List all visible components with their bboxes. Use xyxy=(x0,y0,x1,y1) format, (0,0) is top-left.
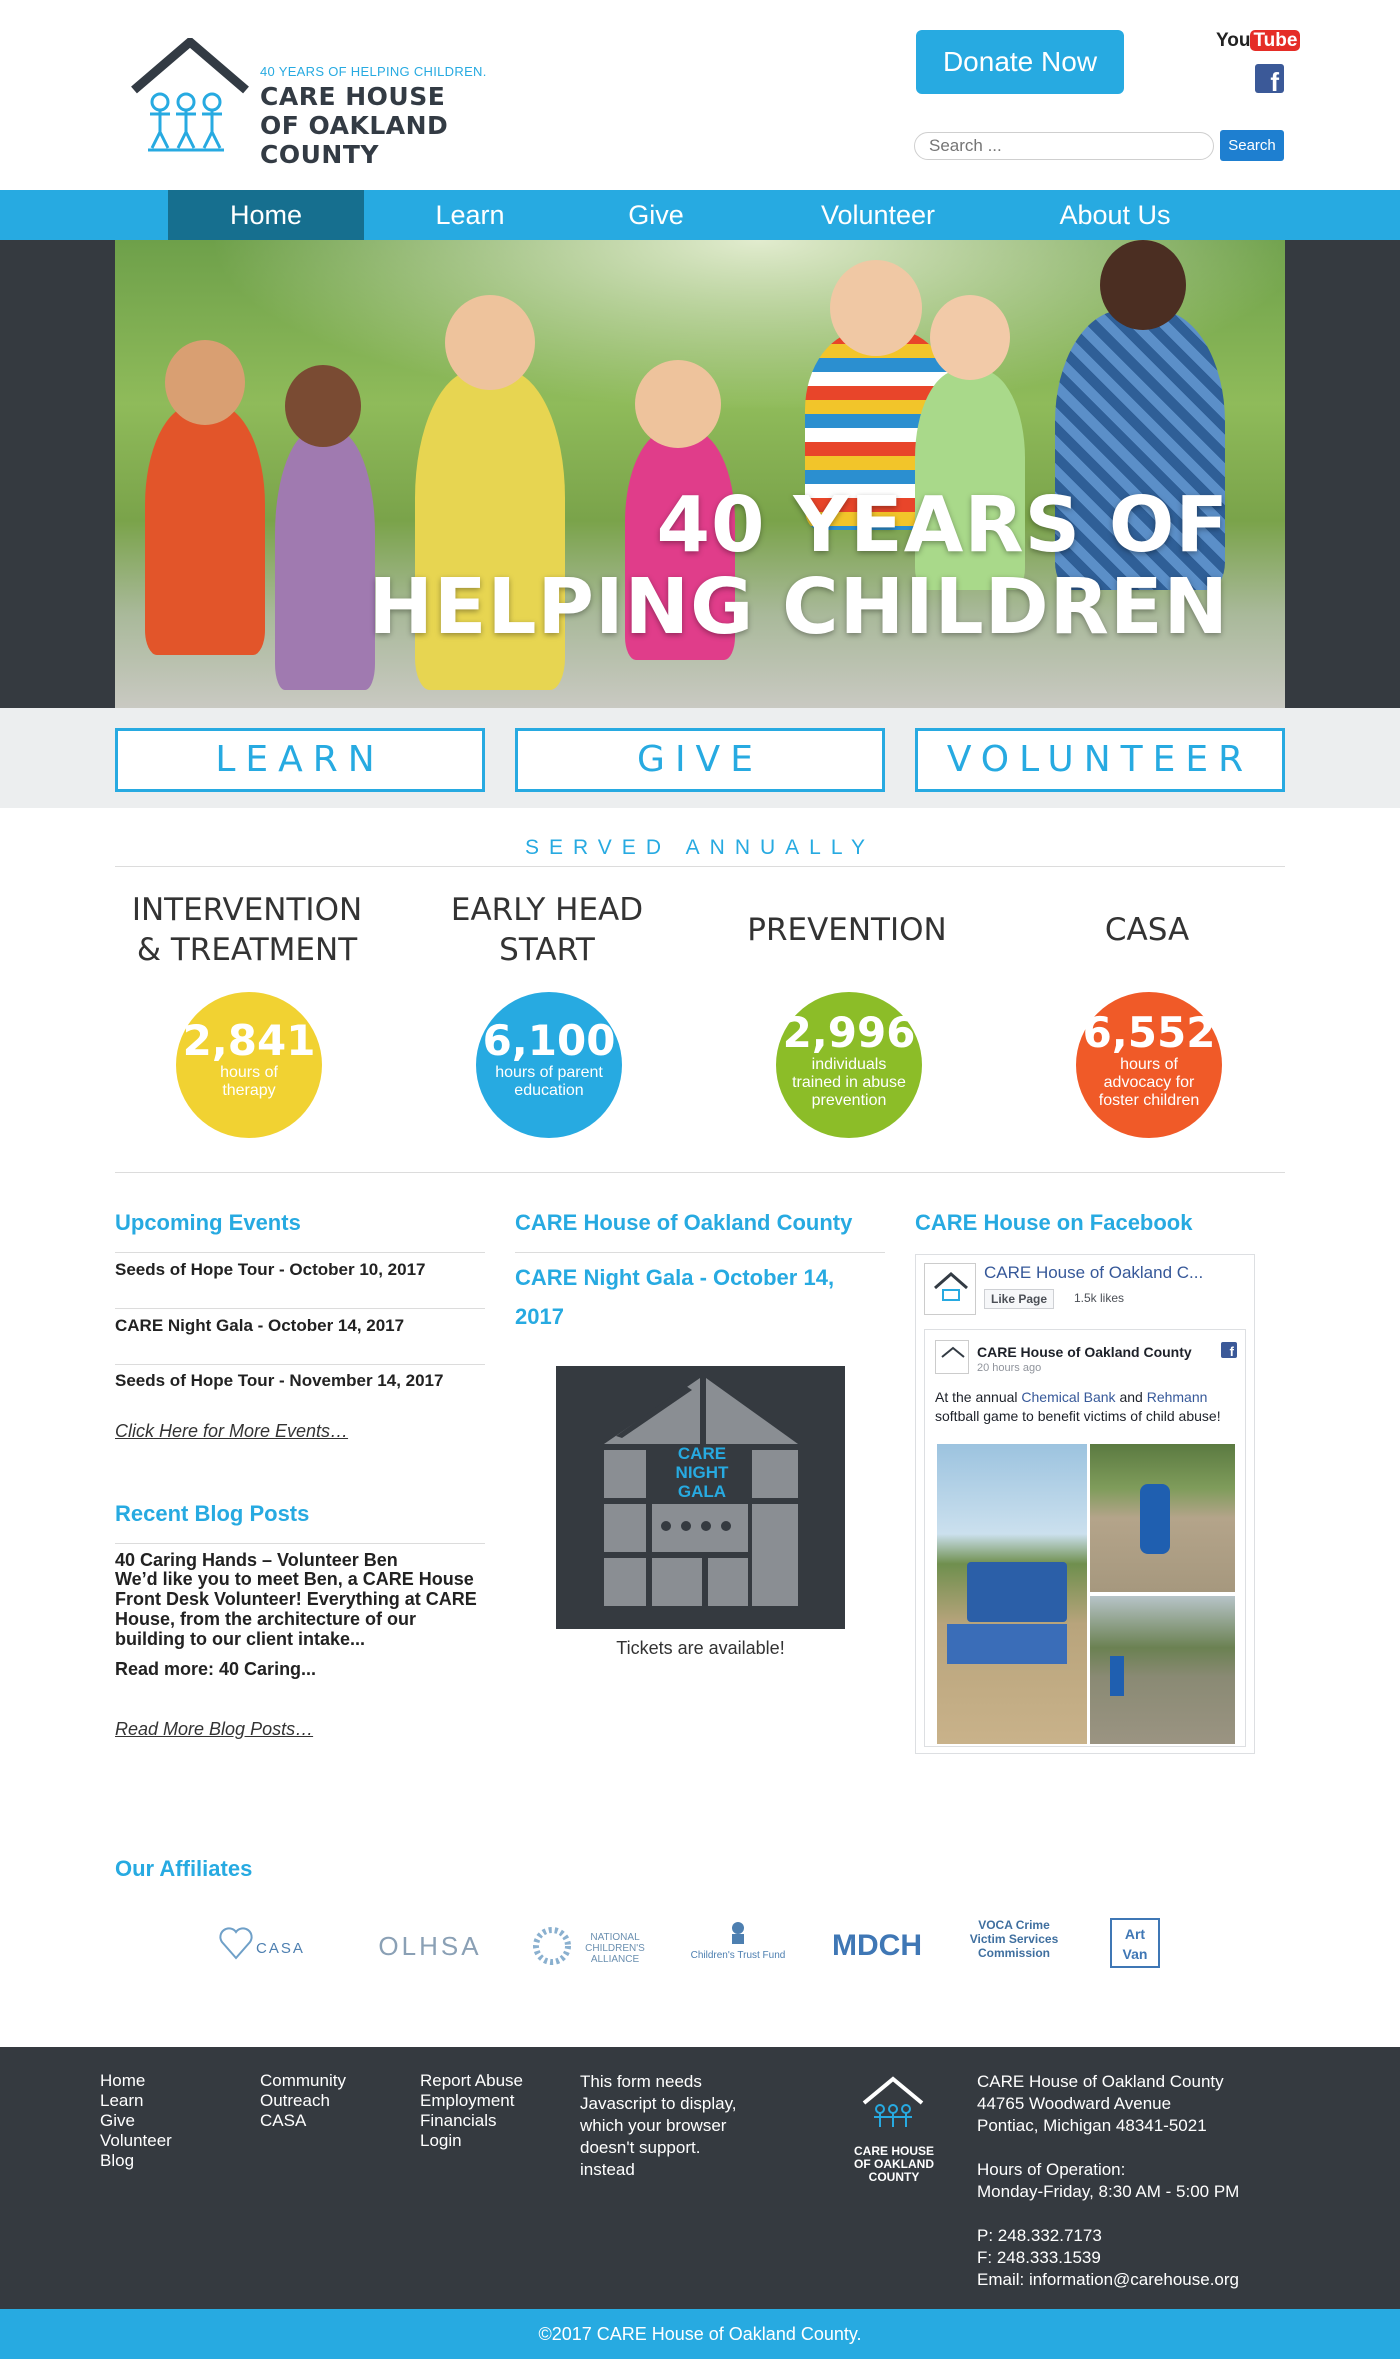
facebook-icon[interactable]: f xyxy=(1221,1342,1237,1358)
give-button[interactable]: GIVE xyxy=(515,728,885,792)
affiliate-casa-logo[interactable] xyxy=(212,1918,334,1974)
footer-form-notice: This form needs Javascript to display, which your browser doesn't support. instead xyxy=(580,2072,737,2179)
facebook-like-button[interactable]: Like Page xyxy=(984,1289,1054,1309)
gala-caption: Tickets are available! xyxy=(616,1638,785,1658)
footer-logo[interactable] xyxy=(846,2075,942,2205)
stat-desc: hours of parent education xyxy=(495,1064,603,1099)
nav-item-learn[interactable]: Learn xyxy=(435,200,505,230)
footer-fax: F: 248.333.1539 xyxy=(977,2248,1101,2267)
ctf-icon xyxy=(723,1920,753,1946)
facebook-heading: CARE House on Facebook xyxy=(915,1210,1193,1235)
affiliates-heading: Our Affiliates xyxy=(115,1856,253,1881)
hero-child-head xyxy=(165,340,245,425)
footer-links-3 xyxy=(420,2071,523,2151)
footer-link-give[interactable]: Give xyxy=(100,2111,135,2130)
hero-child-head xyxy=(445,295,535,390)
affiliate-nca-logo[interactable] xyxy=(530,1918,654,1974)
stat-desc: hours of advocacy for foster children xyxy=(1098,1056,1200,1109)
footer-address-line: CARE House of Oakland County xyxy=(977,2072,1224,2091)
house-mini-icon xyxy=(936,1341,970,1375)
facebook-page-name[interactable]: CARE House of Oakland C... xyxy=(984,1263,1204,1282)
footer-link-volunteer[interactable]: Volunteer xyxy=(100,2131,172,2150)
stat-circle-intervention xyxy=(176,992,322,1138)
stat-title-early-head-start: EARLY HEAD START xyxy=(450,892,644,968)
hero-title: 40 YEARS OF HELPING CHILDREN xyxy=(368,481,1229,652)
facebook-post-time: 20 hours ago xyxy=(977,1362,1042,1374)
stat-title-intervention: INTERVENTION & TREATMENT xyxy=(131,892,363,968)
hero-child-head xyxy=(635,360,721,448)
main-nav xyxy=(0,190,1400,240)
footer-address-line: 44765 Woodward Avenue xyxy=(977,2094,1172,2113)
footer-logo-text: CARE HOUSE OF OAKLAND COUNTY xyxy=(853,2144,934,2184)
photo-player xyxy=(1140,1484,1170,1554)
footer-link-blog[interactable]: Blog xyxy=(100,2151,135,2170)
feature-heading: CARE House of Oakland County xyxy=(515,1210,853,1235)
stat-circle-prevention xyxy=(776,992,922,1138)
stat-desc: individuals trained in abuse prevention xyxy=(792,1056,906,1109)
post-text-part: and xyxy=(1115,1389,1147,1405)
facebook-post xyxy=(924,1329,1246,1747)
stat-circle-casa xyxy=(1076,992,1222,1138)
footer-links-2 xyxy=(260,2071,346,2131)
event-item[interactable]: Seeds of Hope Tour - November 14, 2017 xyxy=(115,1371,444,1390)
footer-link-report-abuse[interactable]: Report Abuse xyxy=(420,2071,524,2090)
gala-poster-text: CARE NIGHT GALA xyxy=(652,1444,752,1501)
footer-links-1 xyxy=(100,2071,172,2171)
divider xyxy=(515,1252,885,1253)
stat-desc: hours of therapy xyxy=(220,1064,278,1099)
nav-item-volunteer[interactable]: Volunteer xyxy=(820,200,936,230)
blog-post-excerpt: We’d like you to meet Ben, a CARE House Front Desk Volunteer! Everything at CARE House, from the architecture of our building to our client intake... xyxy=(115,1569,477,1649)
hero-child-head xyxy=(930,295,1010,380)
footer-phone[interactable]: P: 248.332.7173 xyxy=(977,2226,1102,2245)
hero-banner xyxy=(115,240,1285,708)
stat-number: 6,552 xyxy=(1082,1008,1216,1057)
facebook-post-text xyxy=(935,1388,1235,1426)
facebook-page-logo[interactable] xyxy=(924,1263,976,1315)
divider xyxy=(115,1308,485,1309)
post-link-chemical-bank[interactable]: Chemical Bank xyxy=(1021,1389,1116,1405)
stat-title-prevention: PREVENTION xyxy=(747,912,947,948)
nav-item-home[interactable]: Home xyxy=(168,190,364,240)
footer-link-employment[interactable]: Employment xyxy=(420,2091,515,2110)
hero-child xyxy=(145,405,265,655)
photo-tent xyxy=(967,1562,1067,1622)
casa-heart-icon xyxy=(216,1922,256,1962)
site-footer xyxy=(0,2047,1400,2309)
divider xyxy=(115,1364,485,1365)
more-events-link[interactable]: Click Here for More Events… xyxy=(115,1421,349,1441)
facebook-widget xyxy=(915,1254,1255,1754)
facebook-post-author[interactable]: CARE House of Oakland County xyxy=(977,1344,1192,1360)
divider xyxy=(115,866,1285,867)
youtube-tube: Tube xyxy=(1250,30,1300,51)
search-button[interactable]: Search xyxy=(1220,130,1284,161)
served-annually-title: SERVED ANNUALLY xyxy=(525,836,875,859)
facebook-photo[interactable] xyxy=(1090,1596,1235,1744)
facebook-photo[interactable] xyxy=(937,1444,1087,1744)
nav-item-about-us[interactable]: About Us xyxy=(1059,200,1171,230)
youtube-you: You xyxy=(1216,30,1251,51)
event-item[interactable]: CARE Night Gala - October 14, 2017 xyxy=(115,1316,405,1335)
more-blog-posts-link[interactable]: Read More Blog Posts… xyxy=(115,1719,314,1739)
stat-number: 2,996 xyxy=(782,1008,916,1057)
facebook-post-logo[interactable] xyxy=(935,1340,969,1374)
stat-number: 6,100 xyxy=(482,1016,616,1065)
affiliate-art-van-logo[interactable]: Art Van xyxy=(1110,1918,1160,1968)
logo-name: CARE HOUSE OF OAKLAND COUNTY xyxy=(260,82,449,169)
event-item[interactable]: Seeds of Hope Tour - October 10, 2017 xyxy=(115,1260,426,1279)
nca-flower-icon xyxy=(530,1924,574,1968)
hero-child-head xyxy=(1100,240,1186,330)
volunteer-button[interactable]: VOLUNTEER xyxy=(915,728,1285,792)
learn-button[interactable]: LEARN xyxy=(115,728,485,792)
footer-link-outreach[interactable]: Outreach xyxy=(260,2091,330,2110)
footer-contact xyxy=(977,2071,1239,2291)
site-header xyxy=(0,0,1400,190)
copyright-bar: ©2017 CARE House of Oakland County. xyxy=(0,2309,1400,2359)
post-text-part: softball game to benefit victims of child abuse! xyxy=(935,1408,1221,1424)
blog-read-more-link[interactable]: Read more: 40 Caring... xyxy=(115,1659,317,1679)
divider xyxy=(115,1252,485,1253)
site-logo[interactable] xyxy=(128,38,488,173)
youtube-icon[interactable] xyxy=(1216,30,1298,58)
spacer xyxy=(977,2137,1239,2159)
footer-link-community[interactable]: Community xyxy=(260,2071,346,2090)
affiliate-voca-logo[interactable]: VOCA Crime Victim Services Commission xyxy=(969,1918,1059,1960)
footer-email[interactable]: Email: information@carehouse.org xyxy=(977,2270,1239,2289)
divider xyxy=(115,1543,485,1544)
post-text-part: At the annual xyxy=(935,1389,1022,1405)
nav-item-give[interactable]: Give xyxy=(628,200,684,230)
affiliate-ctf-logo[interactable] xyxy=(690,1918,786,1974)
photo-players xyxy=(947,1624,1067,1664)
footer-link-casa[interactable]: CASA xyxy=(260,2111,307,2130)
house-mini-icon xyxy=(925,1264,977,1316)
affiliate-label: Children's Trust Fund xyxy=(690,1950,786,1961)
search-input[interactable] xyxy=(914,132,1214,160)
logo-tagline: 40 YEARS OF HELPING CHILDREN. xyxy=(260,64,487,79)
affiliate-label: NATIONAL CHILDREN'S ALLIANCE xyxy=(585,1932,645,1965)
stat-number: 2,841 xyxy=(182,1016,316,1065)
gala-poster[interactable] xyxy=(556,1366,845,1629)
footer-link-home[interactable]: Home xyxy=(100,2071,146,2090)
footer-address-line: Pontiac, Michigan 48341-5021 xyxy=(977,2116,1207,2135)
footer-link-financials[interactable]: Financials xyxy=(420,2111,497,2130)
blog-post-title[interactable]: 40 Caring Hands – Volunteer Ben xyxy=(115,1550,398,1570)
facebook-icon[interactable]: f xyxy=(1255,64,1284,93)
hero-child-head xyxy=(285,365,361,447)
footer-link-learn[interactable]: Learn xyxy=(100,2091,144,2110)
divider xyxy=(115,1172,1285,1173)
house-logo-icon xyxy=(860,2075,926,2135)
facebook-photo[interactable] xyxy=(1090,1444,1235,1592)
photo-player xyxy=(1110,1656,1124,1696)
affiliate-olhsa-logo[interactable]: OLHSA xyxy=(378,1931,482,1961)
events-heading: Upcoming Events xyxy=(115,1210,301,1235)
hero-child-head xyxy=(830,260,922,356)
footer-hours: Monday-Friday, 8:30 AM - 5:00 PM xyxy=(977,2182,1240,2201)
affiliate-mdch-logo[interactable]: MDCH xyxy=(832,1929,922,1962)
post-link-rehmann[interactable]: Rehmann xyxy=(1146,1389,1208,1405)
gala-heading[interactable]: CARE Night Gala - October 14, 2017 xyxy=(515,1265,835,1329)
spacer xyxy=(977,2203,1239,2225)
donate-button[interactable]: Donate Now xyxy=(916,30,1124,94)
facebook-likes-count: 1.5k likes xyxy=(1074,1291,1125,1305)
stat-title-casa: CASA xyxy=(1104,912,1190,948)
house-logo-icon xyxy=(128,38,253,163)
hero-child xyxy=(275,430,375,690)
blog-heading: Recent Blog Posts xyxy=(115,1501,310,1526)
affiliate-label: CASA xyxy=(256,1940,305,1957)
stat-circle-early-head-start xyxy=(476,992,622,1138)
footer-hours-label: Hours of Operation: xyxy=(977,2160,1126,2179)
footer-link-login[interactable]: Login xyxy=(420,2131,462,2150)
